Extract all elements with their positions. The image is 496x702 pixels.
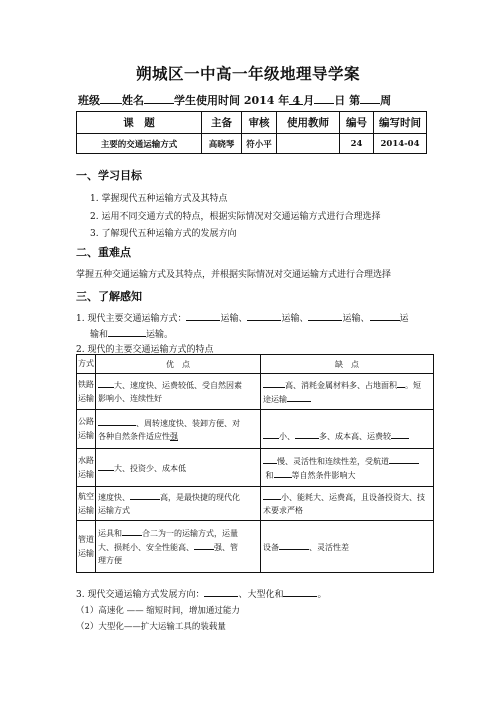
name-label: 姓名: [122, 94, 144, 107]
q1-seg-d: 运: [399, 314, 409, 324]
q1-prefix: 1. 现代主要交通运输方式：: [76, 314, 187, 324]
blank[interactable]: [279, 540, 309, 550]
blank[interactable]: [194, 540, 214, 550]
advantages-road: 、周转速度快、装卸方便、对 各种自然条件适应性强: [96, 410, 261, 449]
feature-table-header: [77, 355, 434, 374]
blank[interactable]: [98, 416, 136, 426]
objective-item-3: 3. 了解现代五种运输方式的发展方向: [90, 229, 237, 239]
feature-row-road: [77, 410, 434, 449]
transport-feature-table: [76, 354, 434, 573]
mode-pipeline: 管道 运输: [77, 521, 96, 573]
blank[interactable]: [274, 468, 292, 478]
keypoints-text: 掌握五种交通运输方式及其特点，并根据实际情况对交通运输方式进行合理选择: [76, 270, 392, 280]
mode-railway: 铁路 运输: [77, 374, 96, 410]
feature-row-water: [77, 449, 434, 487]
col-header-mode: 方式: [77, 355, 96, 374]
section-objectives-title: 一、学习目标: [76, 169, 142, 182]
question-1-line-2: [90, 327, 173, 340]
q1-blank-5[interactable]: [108, 327, 146, 337]
col-header-advantages: 优 点: [96, 355, 261, 374]
q3-end: 。: [317, 590, 327, 600]
week-prefix: 第: [349, 94, 361, 107]
advantages-water: 大、投资少、成本低: [96, 449, 261, 487]
blank[interactable]: [98, 461, 114, 471]
q1-blank-3[interactable]: [308, 311, 342, 321]
class-field[interactable]: [100, 93, 122, 104]
blank[interactable]: [263, 378, 285, 388]
q1-line2-b: 运输。: [146, 330, 174, 340]
disadvantages-air: 小、能耗大、运费高，且设备投资大、技 术要求严格: [261, 487, 434, 521]
disadvantages-water: 慢、灵活性和连续性差，受航道 和 等自然条件影响大: [261, 449, 434, 487]
q1-seg-b: 运输、: [281, 314, 309, 324]
q3-mid: 、大型化和: [238, 590, 284, 600]
feature-row-railway: [77, 374, 434, 410]
cell-teacher: [277, 134, 340, 154]
cell-number: 24: [340, 134, 374, 154]
day-field[interactable]: [314, 93, 334, 104]
q1-blank-2[interactable]: [247, 311, 281, 321]
blank[interactable]: [295, 429, 319, 439]
name-field[interactable]: [144, 93, 174, 104]
blank[interactable]: [263, 490, 281, 500]
section-perception-title: 三、了解感知: [76, 290, 142, 303]
q3-prefix: 3. 现代交通运输方式发展方向：: [76, 590, 205, 600]
q3-item-2: （2）大型化——扩大运输工具的装载量: [76, 622, 226, 632]
blank[interactable]: [287, 392, 311, 402]
cell-write-time: 2014-04: [374, 134, 427, 154]
header-number: 编号: [340, 112, 374, 134]
blank[interactable]: [397, 378, 405, 388]
cell-preparer: 高晓琴: [202, 134, 242, 154]
advantages-air: 速度快、 高，是最快捷的现代化 运输方式: [96, 487, 261, 521]
blank[interactable]: [263, 429, 279, 439]
question-1-line-1: [76, 311, 409, 324]
blank[interactable]: [122, 526, 142, 536]
q1-seg-a: 运输、: [220, 314, 248, 324]
blank[interactable]: [98, 378, 114, 388]
course-info-row: [77, 134, 427, 154]
class-label: 班级: [78, 94, 100, 107]
disadvantages-railway: 高、消耗金属材料多、占地面积 。短 途运输: [261, 374, 434, 410]
month-label: 月: [303, 94, 315, 107]
disadvantages-pipeline: 设备 、灵活性差: [261, 521, 434, 573]
q1-blank-4[interactable]: [370, 311, 400, 321]
week-field[interactable]: [360, 93, 380, 104]
cell-topic: 主要的交通运输方式: [77, 134, 202, 154]
header-write-time: 编写时间: [374, 112, 427, 134]
feature-row-pipeline: [77, 521, 434, 573]
col-header-disadvantages: 缺 点: [261, 355, 434, 374]
student-info-line: [78, 92, 391, 108]
blank[interactable]: [263, 454, 277, 464]
week-label: 周: [380, 94, 392, 107]
objective-item-2: 2. 运用不同交通方式的特点，根据实际情况对交通运输方式进行合理选择: [90, 212, 381, 222]
advantages-railway: 大、速度快、运费较低、受自然因素 影响小、连续性好: [96, 374, 261, 410]
q1-blank-1[interactable]: [186, 311, 220, 321]
header-preparer: 主备: [202, 112, 242, 134]
feature-row-air: [77, 487, 434, 521]
mode-water: 水路 运输: [77, 449, 96, 487]
question-3-line: [76, 587, 326, 600]
header-teacher: 使用教师: [277, 112, 340, 134]
blank[interactable]: [391, 429, 409, 439]
day-label: 日: [334, 94, 346, 107]
mode-air: 航空 运输: [77, 487, 96, 521]
q3-blank-2[interactable]: [283, 587, 317, 597]
course-info-table: [76, 111, 427, 154]
objective-item-1: 1. 掌握现代五种运输方式及其特点: [90, 194, 228, 204]
header-topic: 课 题: [77, 112, 202, 134]
q1-line2-a: 输和: [90, 330, 109, 340]
blank[interactable]: [130, 490, 160, 500]
month-field[interactable]: 4: [289, 94, 303, 105]
date-label: 学生使用时间 2014 年: [174, 94, 290, 107]
course-info-header-row: [77, 112, 427, 134]
advantages-pipeline: 运具和 合二为一的运输方式，运量 大、损耗小、安全性能高、 强、管 理方便: [96, 521, 261, 573]
cell-reviewer: 符小平: [242, 134, 277, 154]
q3-blank-1[interactable]: [204, 587, 238, 597]
page-title: 朔城区一中高一年级地理导学案: [135, 64, 360, 83]
question-2-title: 2. 现代的主要交通运输方式的特点: [76, 345, 214, 355]
q3-item-1: （1）高速化 —— 缩短时间，增加通过能力: [76, 606, 240, 616]
q1-seg-c: 运输、: [342, 314, 370, 324]
header-reviewer: 审核: [242, 112, 277, 134]
blank[interactable]: [389, 454, 419, 464]
disadvantages-road: 小、 多、成本高、运费较: [261, 410, 434, 449]
section-keypoints-title: 二、重难点: [76, 246, 131, 259]
mode-road: 公路 运输: [77, 410, 96, 449]
